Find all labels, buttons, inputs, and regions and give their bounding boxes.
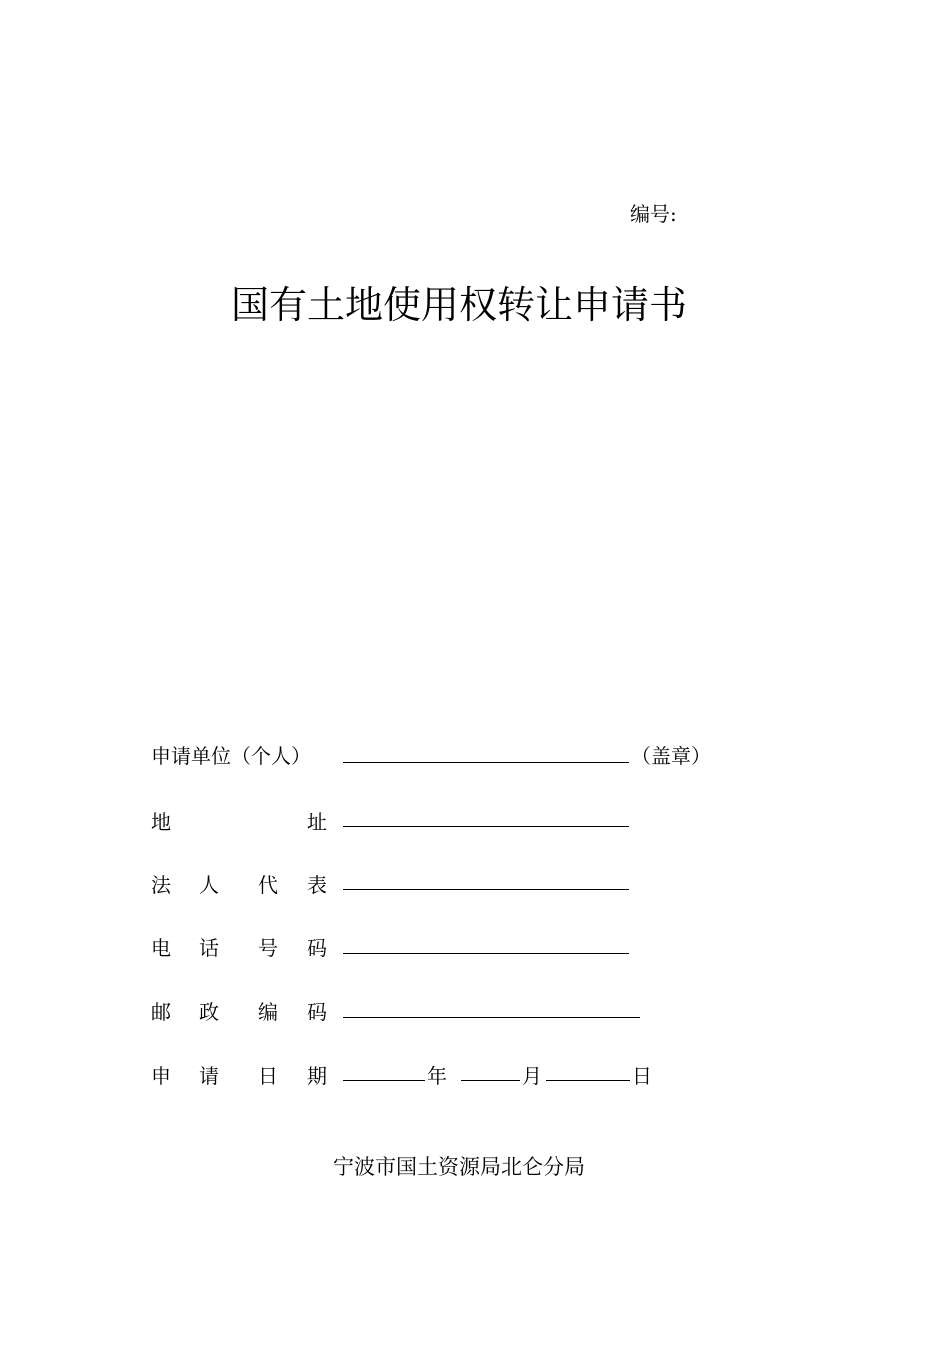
- legal-rep-field[interactable]: [343, 889, 629, 890]
- seal-note: （盖章）: [631, 744, 711, 768]
- legal-rep-label-char-4: 表: [307, 873, 327, 897]
- legal-rep-label-char-1: 法: [151, 873, 171, 897]
- address-label-char-2: 址: [307, 810, 327, 834]
- address-label-char-1: 地: [151, 810, 171, 834]
- phone-label-char-1: 电: [151, 936, 171, 960]
- phone-label-char-3: 号: [258, 936, 278, 960]
- applicant-field[interactable]: [343, 762, 629, 763]
- date-label-char-3: 日: [258, 1064, 278, 1088]
- postcode-label-char-2: 政: [199, 1000, 219, 1024]
- date-year-field[interactable]: [343, 1080, 425, 1081]
- postcode-label-char-4: 码: [307, 1000, 327, 1024]
- address-field[interactable]: [343, 826, 629, 827]
- applicant-label: 申请单位（个人）: [151, 744, 311, 768]
- date-label-char-4: 期: [307, 1064, 327, 1088]
- issuing-authority: 宁波市国土资源局北仑分局: [333, 1155, 585, 1179]
- date-label-char-2: 请: [199, 1064, 219, 1088]
- date-day-unit: 日: [632, 1064, 652, 1088]
- postcode-label-char-1: 邮: [151, 1000, 171, 1024]
- serial-number-label: 编号:: [630, 202, 677, 226]
- document-title: 国有土地使用权转让申请书: [230, 283, 687, 327]
- legal-rep-label-char-3: 代: [258, 873, 278, 897]
- phone-field[interactable]: [343, 953, 629, 954]
- legal-rep-label-char-2: 人: [199, 873, 219, 897]
- date-year-unit: 年: [427, 1064, 447, 1088]
- phone-label-char-4: 码: [307, 936, 327, 960]
- date-month-unit: 月: [522, 1064, 542, 1088]
- phone-label-char-2: 话: [199, 936, 219, 960]
- date-day-field[interactable]: [546, 1080, 630, 1081]
- postcode-label-char-3: 编: [258, 1000, 278, 1024]
- date-month-field[interactable]: [461, 1080, 520, 1081]
- postcode-field[interactable]: [343, 1017, 640, 1018]
- date-label-char-1: 申: [151, 1064, 171, 1088]
